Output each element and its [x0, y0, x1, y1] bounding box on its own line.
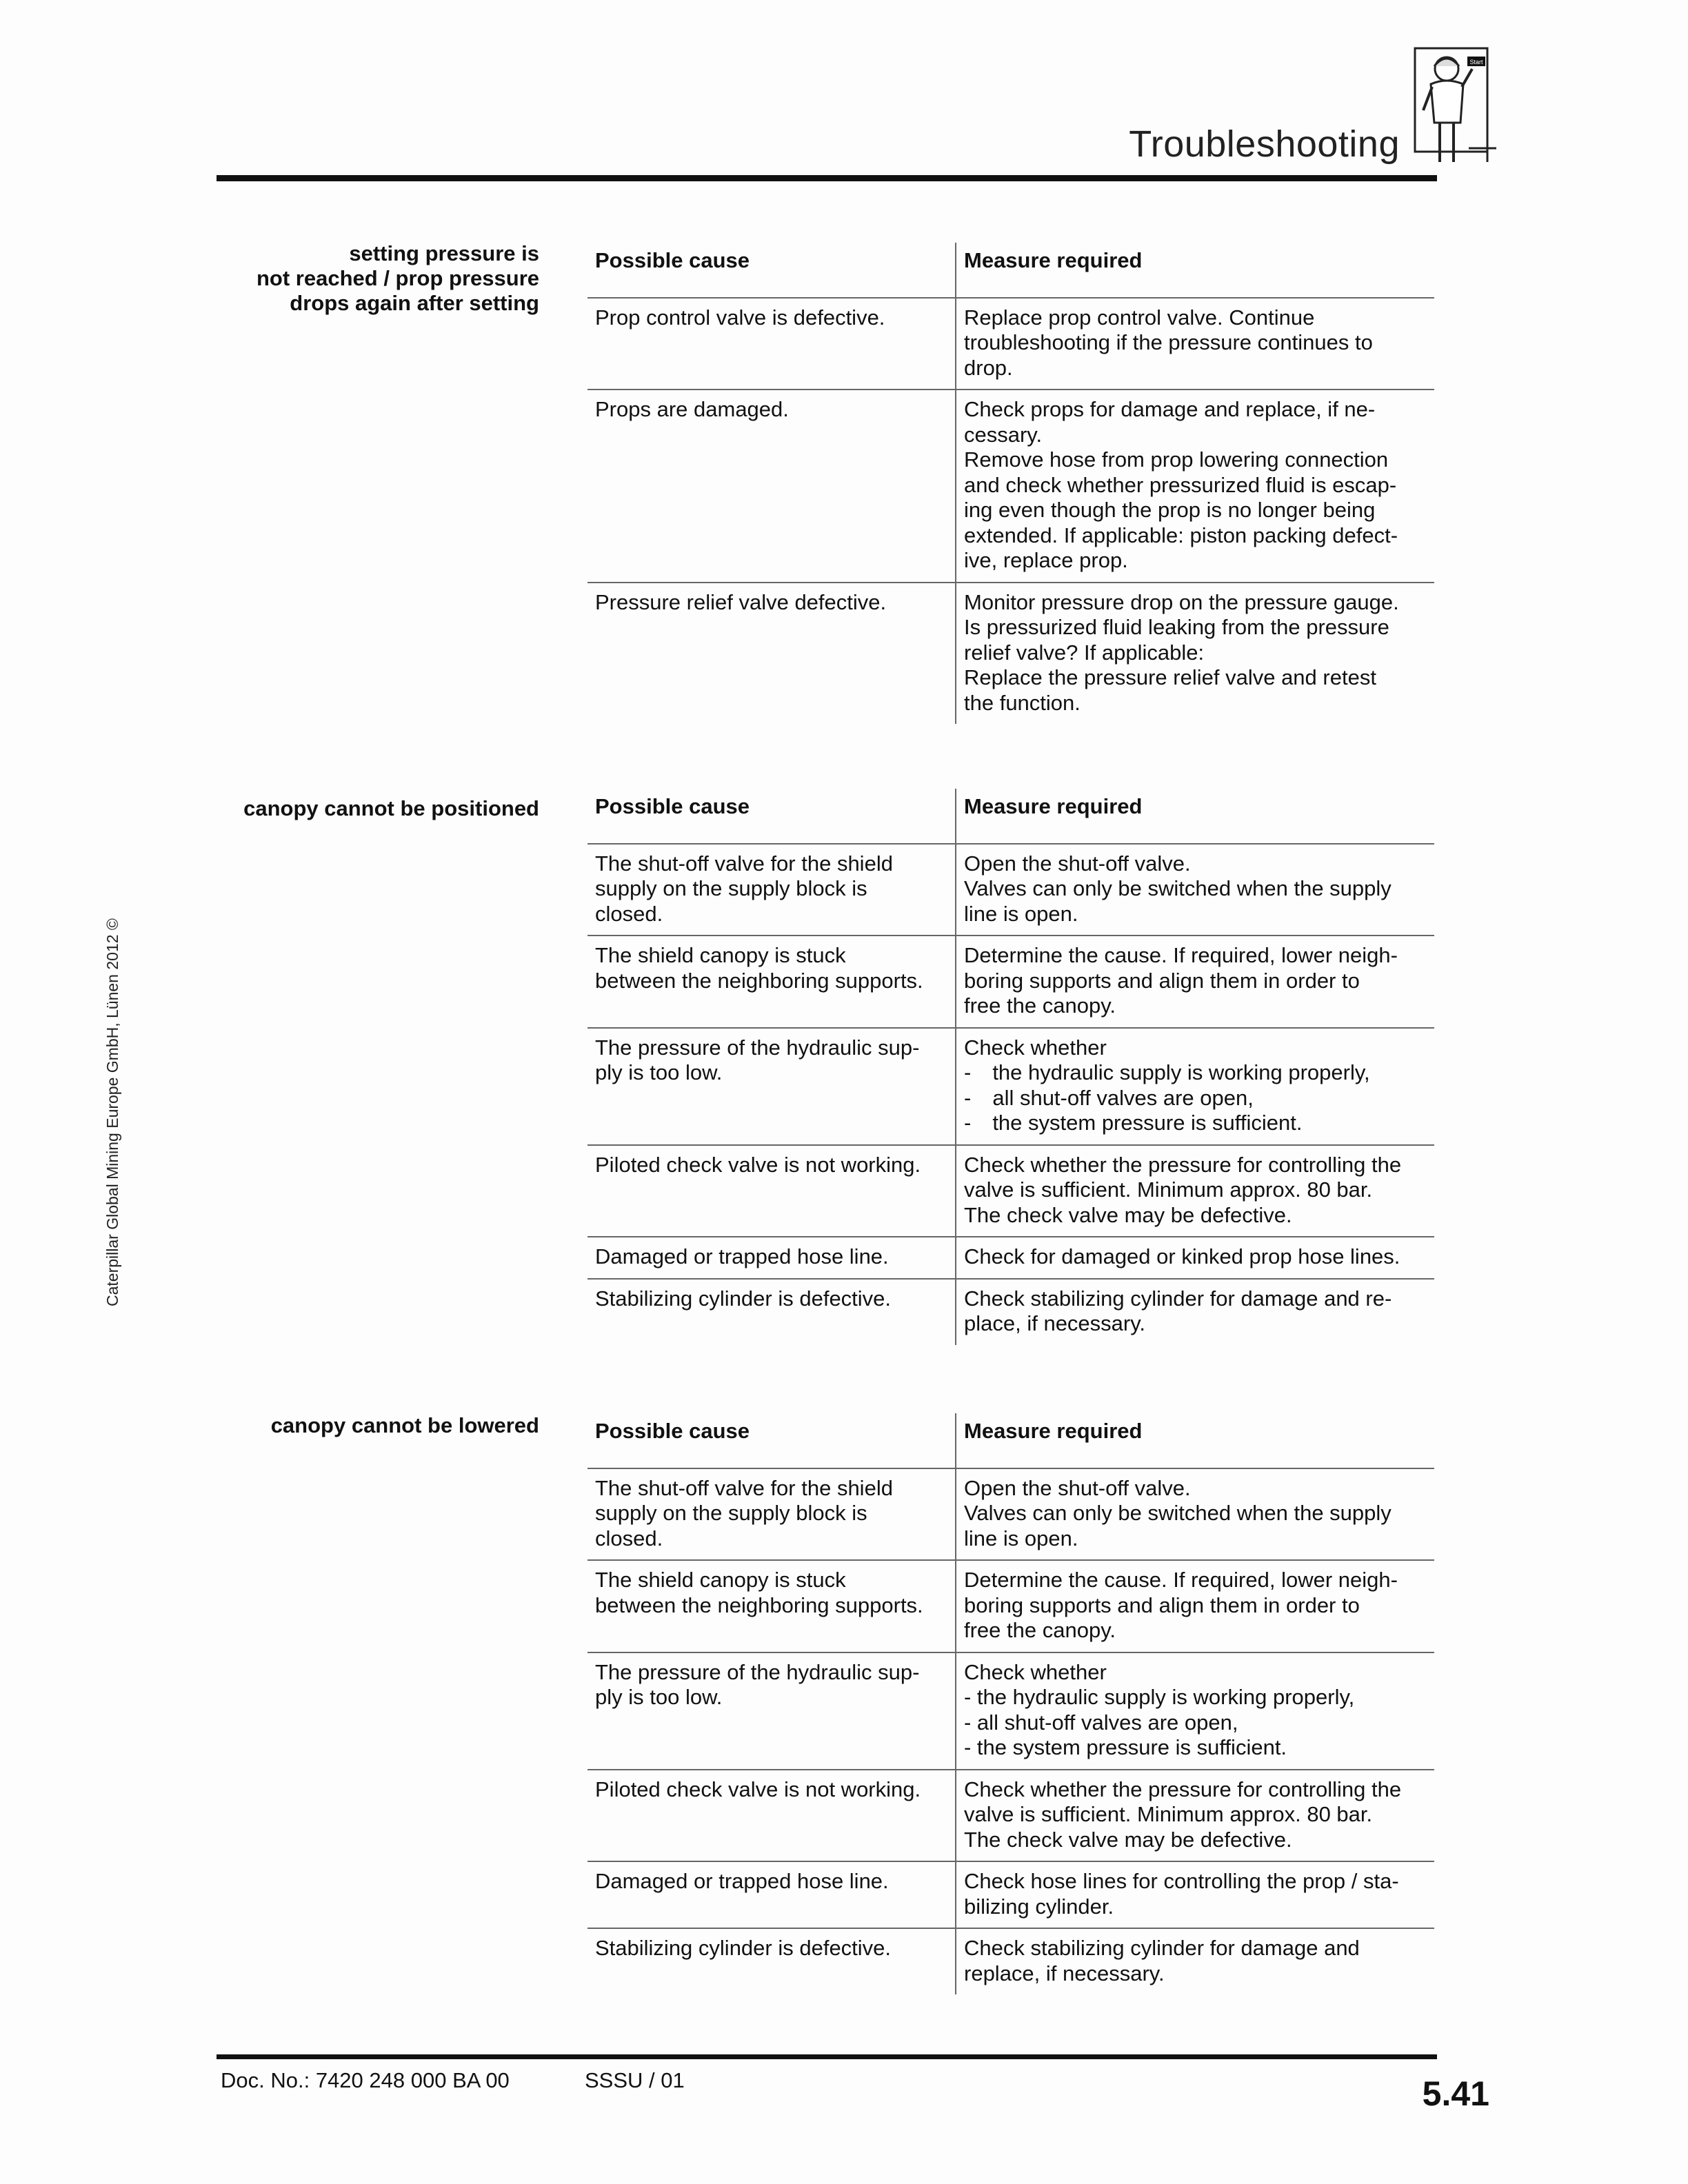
table-row	[587, 298, 1434, 390]
header-rule	[217, 175, 1437, 181]
page-title: Troubleshooting	[1129, 123, 1400, 165]
worker-start-icon	[1407, 41, 1496, 179]
cause-cell	[587, 1560, 956, 1652]
header-cause: Possible cause	[587, 243, 956, 298]
cause-cell	[587, 1770, 956, 1862]
cause-line: The pressure of the hydraulic sup-	[595, 1035, 920, 1060]
cause-cell	[587, 390, 956, 583]
table-row	[587, 1652, 1434, 1770]
table-row	[587, 1770, 1434, 1862]
measure-line: Replace the pressure relief valve and retest	[964, 665, 1376, 689]
label-line: not reached / prop pressure	[257, 266, 539, 290]
measure-cell	[956, 1560, 1434, 1652]
table-row	[587, 390, 1434, 583]
cause-cell	[587, 1652, 956, 1770]
measure-cell	[956, 1028, 1434, 1145]
measure-cell	[956, 583, 1434, 725]
cause-cell	[587, 1028, 956, 1145]
measure-line: valve is sufficient. Minimum approx. 80 bar.	[964, 1802, 1373, 1826]
troubleshooting-table	[587, 243, 1434, 724]
cause-line: closed.	[595, 1526, 663, 1550]
measure-line: place, if necessary.	[964, 1311, 1146, 1335]
measure-line: Check whether the pressure for controlling the	[964, 1152, 1402, 1177]
cause-cell	[587, 936, 956, 1028]
measure-line: Replace prop control valve. Continue	[964, 305, 1315, 330]
cause-line: Stabilizing cylinder is defective.	[595, 1286, 892, 1311]
table-row	[587, 1028, 1434, 1145]
measure-line: The check valve may be defective.	[964, 1827, 1292, 1852]
measure-line: line is open.	[964, 901, 1078, 926]
measure-line: free the canopy.	[964, 993, 1116, 1018]
measure-line: Open the shut-off valve.	[964, 1475, 1191, 1500]
measure-line: Check whether	[964, 1659, 1107, 1684]
label-line: canopy cannot be positioned	[243, 796, 539, 820]
table-header-row	[587, 243, 1434, 298]
measure-line: - the system pressure is sufficient.	[964, 1111, 1303, 1135]
cause-line: Stabilizing cylinder is defective.	[595, 1936, 892, 1960]
cause-line: ply is too low.	[595, 1060, 723, 1084]
label-line: setting pressure is	[349, 241, 539, 265]
cause-line: The shield canopy is stuck	[595, 943, 846, 967]
cause-line: Pressure relief valve defective.	[595, 589, 887, 614]
measure-cell	[956, 1279, 1434, 1345]
section-label	[207, 241, 539, 316]
measure-cell	[956, 1237, 1434, 1279]
table-row	[587, 1279, 1434, 1345]
section-label	[207, 1413, 539, 1438]
header-cause: Possible cause	[587, 789, 956, 844]
measure-cell	[956, 1928, 1434, 1994]
header-measure: Measure required	[956, 789, 1434, 844]
measure-line: and check whether pressurized fluid is escap-	[964, 472, 1397, 497]
table-row	[587, 1861, 1434, 1928]
measure-line: Determine the cause. If required, lower neigh-	[964, 1568, 1398, 1592]
cause-line: between the neighboring supports.	[595, 1593, 923, 1617]
cause-line: The shut-off valve for the shield	[595, 851, 893, 876]
measure-line: line is open.	[964, 1526, 1078, 1550]
measure-line: ive, replace prop.	[964, 548, 1128, 572]
measure-cell	[956, 1145, 1434, 1237]
measure-line: replace, if necessary.	[964, 1961, 1165, 1985]
measure-line: relief valve? If applicable:	[964, 640, 1205, 665]
cause-cell	[587, 298, 956, 390]
table-header-row	[587, 1413, 1434, 1468]
table-row	[587, 1928, 1434, 1994]
measure-line: cessary.	[964, 422, 1043, 447]
measure-line: Open the shut-off valve.	[964, 851, 1191, 876]
measure-line: Check for damaged or kinked prop hose lines.	[964, 1244, 1400, 1268]
measure-line: Check hose lines for controlling the prop / sta-	[964, 1869, 1399, 1893]
document-code: SSSU / 01	[585, 2068, 685, 2092]
page-number: 5.41	[1422, 2074, 1489, 2113]
measure-cell	[956, 936, 1434, 1028]
label-line: drops again after setting	[290, 291, 539, 315]
cause-cell	[587, 1237, 956, 1279]
table-row	[587, 583, 1434, 725]
cause-line: supply on the supply block is	[595, 876, 867, 900]
start-label: Start	[1469, 59, 1483, 65]
cause-line: Damaged or trapped hose line.	[595, 1244, 889, 1268]
measure-line: - all shut-off valves are open,	[964, 1710, 1238, 1735]
measure-cell	[956, 390, 1434, 583]
measure-cell	[956, 298, 1434, 390]
measure-line: troubleshooting if the pressure continues to	[964, 330, 1373, 354]
cause-line: between the neighboring supports.	[595, 968, 923, 993]
table-row	[587, 936, 1434, 1028]
measure-line: Check stabilizing cylinder for damage and	[964, 1936, 1360, 1960]
measure-line: The check valve may be defective.	[964, 1202, 1292, 1227]
cause-cell	[587, 1279, 956, 1345]
troubleshooting-table	[587, 1413, 1434, 1994]
table-row	[587, 1145, 1434, 1237]
cause-cell	[587, 1861, 956, 1928]
table-row	[587, 1237, 1434, 1279]
measure-cell	[956, 1861, 1434, 1928]
header-measure: Measure required	[956, 1413, 1434, 1468]
measure-line: ing even though the prop is no longer being	[964, 498, 1376, 522]
cause-cell	[587, 583, 956, 725]
measure-line: Check whether the pressure for controlling the	[964, 1777, 1402, 1801]
measure-line: Valves can only be switched when the supply	[964, 1501, 1391, 1525]
measure-cell	[956, 1652, 1434, 1770]
measure-line: boring supports and align them in order to	[964, 1593, 1360, 1617]
measure-line: Check props for damage and replace, if ne-	[964, 397, 1376, 421]
cause-cell	[587, 1928, 956, 1994]
measure-line: - the hydraulic supply is working properly,	[964, 1685, 1355, 1709]
cause-line: The shield canopy is stuck	[595, 1568, 846, 1592]
measure-cell	[956, 1468, 1434, 1561]
measure-line: bilizing cylinder.	[964, 1894, 1114, 1919]
document-number: Doc. No.: 7420 248 000 BA 00	[221, 2068, 510, 2092]
cause-line: Prop control valve is defective.	[595, 305, 885, 330]
copyright-notice: Caterpillar Global Mining Europe GmbH, Lünen 2012 ©	[103, 918, 121, 1306]
cause-cell	[587, 1145, 956, 1237]
table-row	[587, 844, 1434, 936]
cause-line: Piloted check valve is not working.	[595, 1152, 921, 1177]
label-line: canopy cannot be lowered	[270, 1413, 539, 1437]
troubleshooting-table	[587, 789, 1434, 1345]
measure-line: - the system pressure is sufficient.	[964, 1735, 1287, 1759]
measure-line: Monitor pressure drop on the pressure gauge.	[964, 589, 1399, 614]
measure-line: valve is sufficient. Minimum approx. 80 bar.	[964, 1177, 1373, 1202]
cause-line: Damaged or trapped hose line.	[595, 1869, 889, 1893]
cause-cell	[587, 1468, 956, 1561]
measure-line: the function.	[964, 690, 1081, 715]
header-cause: Possible cause	[587, 1413, 956, 1468]
table-row	[587, 1560, 1434, 1652]
measure-line: Is pressurized fluid leaking from the pressure	[964, 615, 1389, 639]
cause-line: Props are damaged.	[595, 397, 789, 421]
cause-line: Piloted check valve is not working.	[595, 1777, 921, 1801]
header-measure: Measure required	[956, 243, 1434, 298]
measure-line: Valves can only be switched when the supply	[964, 876, 1391, 900]
measure-cell	[956, 1770, 1434, 1862]
measure-line: Determine the cause. If required, lower neigh-	[964, 943, 1398, 967]
measure-line: boring supports and align them in order to	[964, 968, 1360, 993]
measure-line: free the canopy.	[964, 1618, 1116, 1642]
measure-line: - all shut-off valves are open,	[964, 1085, 1254, 1110]
footer-rule	[217, 2054, 1437, 2059]
measure-line: Remove hose from prop lowering connection	[964, 447, 1389, 472]
measure-line: extended. If applicable: piston packing defect-	[964, 523, 1398, 547]
measure-line: - the hydraulic supply is working properly,	[964, 1060, 1370, 1084]
cause-line: closed.	[595, 901, 663, 926]
table-header-row	[587, 789, 1434, 844]
cause-line: ply is too low.	[595, 1685, 723, 1709]
cause-line: The shut-off valve for the shield	[595, 1475, 893, 1500]
table-row	[587, 1468, 1434, 1561]
cause-line: supply on the supply block is	[595, 1501, 867, 1525]
measure-line: Check stabilizing cylinder for damage and re-	[964, 1286, 1392, 1311]
cause-line: The pressure of the hydraulic sup-	[595, 1659, 920, 1684]
measure-line: drop.	[964, 355, 1013, 380]
section-label	[207, 796, 539, 821]
measure-line: Check whether	[964, 1035, 1107, 1060]
measure-cell	[956, 844, 1434, 936]
cause-cell	[587, 844, 956, 936]
